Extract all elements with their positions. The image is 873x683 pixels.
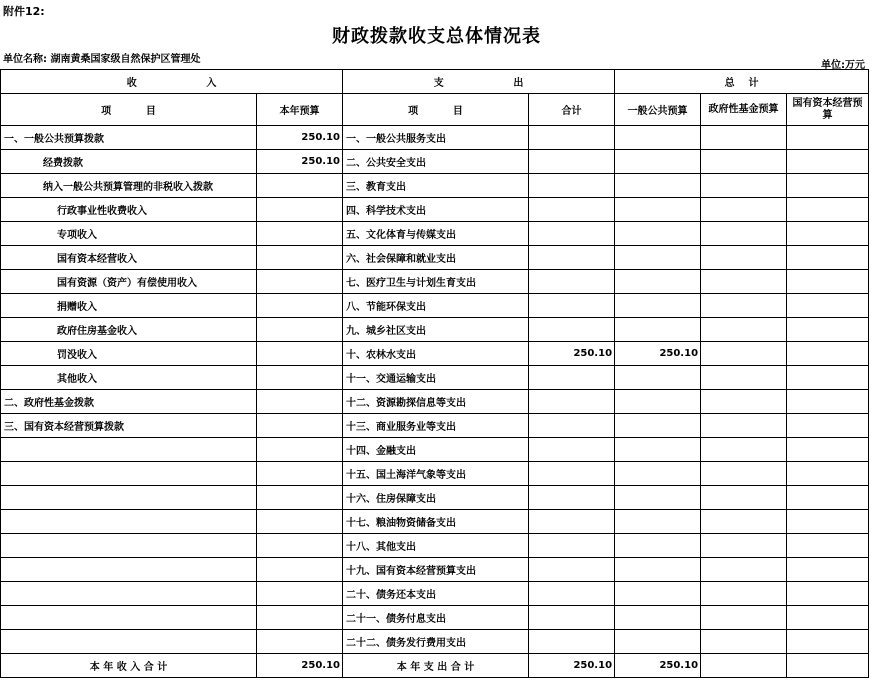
expense-item-label: 十七、粮油物资储备支出	[343, 510, 529, 534]
income-item-label: 捐赠收入	[1, 294, 257, 318]
income-item-label: 国有资源（资产）有偿使用收入	[1, 270, 257, 294]
expense-gov-fund-value	[701, 510, 787, 534]
expense-item-label: 十六、住房保障支出	[343, 486, 529, 510]
expense-general-value	[615, 246, 701, 270]
income-budget-value	[257, 366, 343, 390]
expense-total-sum: 250.10	[529, 654, 615, 678]
expense-state-capital-value	[787, 222, 869, 246]
table-row	[1, 558, 869, 582]
expense-item-label: 十三、商业服务业等支出	[343, 414, 529, 438]
attachment-label: 附件12:	[3, 5, 45, 18]
expense-general-value	[615, 630, 701, 654]
expense-general-value	[615, 438, 701, 462]
expense-total-gov-fund	[701, 654, 787, 678]
expense-item-label: 二十一、债务付息支出	[343, 606, 529, 630]
expense-gov-fund-value	[701, 534, 787, 558]
expense-item-label: 十二、资源勘探信息等支出	[343, 390, 529, 414]
table-row	[1, 198, 869, 222]
income-item-label: 二、政府性基金拨款	[1, 390, 257, 414]
expense-sum-value	[529, 534, 615, 558]
expense-sum-value	[529, 486, 615, 510]
income-item-label: 三、国有资本经营预算拨款	[1, 414, 257, 438]
expense-general-value	[615, 606, 701, 630]
expense-sum-value	[529, 222, 615, 246]
table-row	[1, 582, 869, 606]
expense-gov-fund-value	[701, 126, 787, 150]
income-budget-value	[257, 438, 343, 462]
table-row	[1, 462, 869, 486]
expense-sum-value	[529, 318, 615, 342]
table-row	[1, 366, 869, 390]
expense-state-capital-value	[787, 414, 869, 438]
expense-item-label: 九、城乡社区支出	[343, 318, 529, 342]
expense-state-capital-value	[787, 342, 869, 366]
table-row	[1, 342, 869, 366]
income-budget-value	[257, 270, 343, 294]
income-budget-value	[257, 558, 343, 582]
income-item-label: 罚没收入	[1, 342, 257, 366]
expense-gov-fund-value	[701, 606, 787, 630]
expense-state-capital-value	[787, 630, 869, 654]
expense-sum-value	[529, 438, 615, 462]
expense-state-capital-value	[787, 390, 869, 414]
income-budget-value	[257, 606, 343, 630]
expense-sum-value	[529, 390, 615, 414]
expense-gov-fund-value	[701, 582, 787, 606]
expense-state-capital-value	[787, 174, 869, 198]
expense-sum-value	[529, 294, 615, 318]
expense-state-capital-value	[787, 510, 869, 534]
income-item-label: 经费拨款	[1, 150, 257, 174]
table-row	[1, 150, 869, 174]
expense-item-label: 十九、国有资本经营预算支出	[343, 558, 529, 582]
expense-general-value	[615, 510, 701, 534]
expense-sum-value	[529, 414, 615, 438]
expense-gov-fund-value	[701, 174, 787, 198]
table-row	[1, 438, 869, 462]
income-item-label: 纳入一般公共预算管理的非税收入拨款	[1, 174, 257, 198]
income-budget-value	[257, 174, 343, 198]
expense-item-label: 四、科学技术支出	[343, 198, 529, 222]
income-budget-value: 250.10	[257, 150, 343, 174]
expense-sum-value	[529, 558, 615, 582]
expense-general-value	[615, 366, 701, 390]
income-budget-value	[257, 582, 343, 606]
expense-general-value	[615, 174, 701, 198]
income-budget-value	[257, 534, 343, 558]
expense-gov-fund-value	[701, 414, 787, 438]
expense-item-label: 十一、交通运输支出	[343, 366, 529, 390]
currency-unit: 单位:万元	[821, 60, 865, 71]
expense-general-value	[615, 462, 701, 486]
sum-header: 合计	[529, 94, 615, 126]
income-budget-value	[257, 318, 343, 342]
item-out-header: 项 目	[343, 94, 529, 126]
income-budget-value	[257, 510, 343, 534]
income-total-value: 250.10	[257, 654, 343, 678]
expense-state-capital-value	[787, 318, 869, 342]
expense-total-general: 250.10	[615, 654, 701, 678]
expense-general-value	[615, 198, 701, 222]
expense-sum-value	[529, 126, 615, 150]
expense-gov-fund-value	[701, 318, 787, 342]
table-row	[1, 534, 869, 558]
expense-gov-fund-value	[701, 222, 787, 246]
income-item-label	[1, 438, 257, 462]
income-budget-value	[257, 414, 343, 438]
income-budget-value: 250.10	[257, 126, 343, 150]
income-budget-value	[257, 486, 343, 510]
expense-general-value: 250.10	[615, 342, 701, 366]
table-row	[1, 270, 869, 294]
table-row	[1, 414, 869, 438]
expense-item-label: 一、一般公共服务支出	[343, 126, 529, 150]
table-row	[1, 246, 869, 270]
expense-sum-value	[529, 606, 615, 630]
income-item-label	[1, 606, 257, 630]
expense-state-capital-value	[787, 270, 869, 294]
expense-gov-fund-value	[701, 366, 787, 390]
header-row-2	[1, 94, 869, 126]
totals-row	[1, 654, 869, 678]
expense-sum-value	[529, 510, 615, 534]
general-header: 一般公共预算	[615, 94, 701, 126]
expense-gov-fund-value	[701, 390, 787, 414]
expense-item-label: 八、节能环保支出	[343, 294, 529, 318]
expense-gov-fund-value	[701, 630, 787, 654]
expense-item-label: 十四、金融支出	[343, 438, 529, 462]
expense-state-capital-value	[787, 366, 869, 390]
expense-general-value	[615, 270, 701, 294]
expense-state-capital-value	[787, 246, 869, 270]
expense-item-label: 二十二、债务发行费用支出	[343, 630, 529, 654]
expense-gov-fund-value	[701, 438, 787, 462]
expense-sum-value	[529, 150, 615, 174]
income-item-label	[1, 534, 257, 558]
expense-sum-value: 250.10	[529, 342, 615, 366]
expense-state-capital-value	[787, 438, 869, 462]
table-row	[1, 486, 869, 510]
expense-gov-fund-value	[701, 486, 787, 510]
expense-total-label: 本 年 支 出 合 计	[343, 654, 529, 678]
state-capital-header: 国有资本经营预算	[787, 94, 869, 126]
income-item-label: 专项收入	[1, 222, 257, 246]
expense-sum-value	[529, 174, 615, 198]
expense-total-state-capital	[787, 654, 869, 678]
income-item-label	[1, 510, 257, 534]
table-row	[1, 126, 869, 150]
expense-gov-fund-value	[701, 150, 787, 174]
income-item-label: 国有资本经营收入	[1, 246, 257, 270]
income-budget-value	[257, 462, 343, 486]
expense-item-label: 五、文化体育与传媒支出	[343, 222, 529, 246]
expense-state-capital-value	[787, 150, 869, 174]
expense-sum-value	[529, 198, 615, 222]
expense-item-label: 十五、国土海洋气象等支出	[343, 462, 529, 486]
budget-header: 本年预算	[257, 94, 343, 126]
income-budget-value	[257, 198, 343, 222]
expense-item-label: 二、公共安全支出	[343, 150, 529, 174]
income-budget-value	[257, 222, 343, 246]
budget-table	[0, 69, 869, 678]
expense-general-value	[615, 534, 701, 558]
expense-state-capital-value	[787, 462, 869, 486]
expense-state-capital-value	[787, 558, 869, 582]
table-row	[1, 390, 869, 414]
expense-general-value	[615, 222, 701, 246]
expense-state-capital-value	[787, 606, 869, 630]
item-in-header: 项 目	[1, 94, 257, 126]
income-budget-value	[257, 390, 343, 414]
expense-item-label: 十八、其他支出	[343, 534, 529, 558]
expense-general-value	[615, 582, 701, 606]
expense-sum-value	[529, 462, 615, 486]
income-budget-value	[257, 342, 343, 366]
expense-sum-value	[529, 270, 615, 294]
header-row-1	[1, 70, 869, 94]
expense-sum-value	[529, 582, 615, 606]
income-item-label	[1, 630, 257, 654]
income-budget-value	[257, 294, 343, 318]
expense-state-capital-value	[787, 198, 869, 222]
income-header: 收 入	[1, 70, 343, 94]
table-row	[1, 318, 869, 342]
expense-state-capital-value	[787, 534, 869, 558]
table-row	[1, 174, 869, 198]
expense-gov-fund-value	[701, 342, 787, 366]
expense-general-value	[615, 390, 701, 414]
expense-gov-fund-value	[701, 462, 787, 486]
expense-gov-fund-value	[701, 558, 787, 582]
expense-general-value	[615, 486, 701, 510]
expense-general-value	[615, 150, 701, 174]
expense-header: 支 出	[343, 70, 615, 94]
income-item-label	[1, 462, 257, 486]
table-row	[1, 222, 869, 246]
income-total-label: 本 年 收 入 合 计	[1, 654, 257, 678]
total-header: 总 计	[615, 70, 869, 94]
gov-fund-header: 政府性基金预算	[701, 94, 787, 126]
expense-gov-fund-value	[701, 246, 787, 270]
expense-item-label: 六、社会保障和就业支出	[343, 246, 529, 270]
expense-general-value	[615, 558, 701, 582]
income-item-label: 政府住房基金收入	[1, 318, 257, 342]
unit-name: 单位名称: 湖南黄桑国家级自然保护区管理处	[3, 54, 201, 65]
page-title: 财政拨款收支总体情况表	[332, 26, 541, 47]
expense-item-label: 二十、债务还本支出	[343, 582, 529, 606]
income-item-label	[1, 582, 257, 606]
expense-general-value	[615, 414, 701, 438]
expense-sum-value	[529, 630, 615, 654]
expense-state-capital-value	[787, 294, 869, 318]
expense-general-value	[615, 294, 701, 318]
income-item-label	[1, 486, 257, 510]
expense-item-label: 十、农林水支出	[343, 342, 529, 366]
income-budget-value	[257, 246, 343, 270]
expense-item-label: 七、医疗卫生与计划生育支出	[343, 270, 529, 294]
expense-gov-fund-value	[701, 270, 787, 294]
expense-sum-value	[529, 366, 615, 390]
expense-sum-value	[529, 246, 615, 270]
expense-state-capital-value	[787, 126, 869, 150]
table-row	[1, 294, 869, 318]
income-item-label	[1, 558, 257, 582]
expense-gov-fund-value	[701, 294, 787, 318]
income-budget-value	[257, 630, 343, 654]
expense-general-value	[615, 126, 701, 150]
expense-item-label: 三、教育支出	[343, 174, 529, 198]
expense-state-capital-value	[787, 486, 869, 510]
expense-state-capital-value	[787, 582, 869, 606]
table-row	[1, 630, 869, 654]
expense-gov-fund-value	[701, 198, 787, 222]
table-row	[1, 510, 869, 534]
income-item-label: 一、一般公共预算拨款	[1, 126, 257, 150]
income-item-label: 行政事业性收费收入	[1, 198, 257, 222]
income-item-label: 其他收入	[1, 366, 257, 390]
expense-general-value	[615, 318, 701, 342]
table-row	[1, 606, 869, 630]
